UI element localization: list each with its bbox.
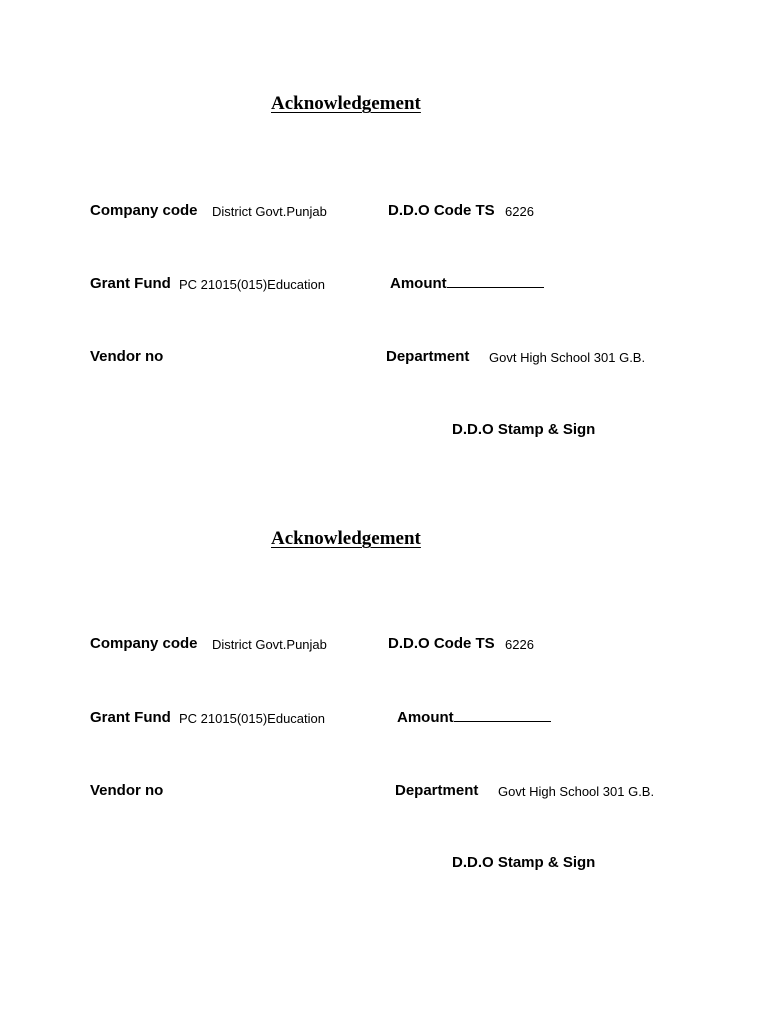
department-value: Govt High School 301 G.B. [489, 350, 646, 365]
form-title: Acknowledgement [271, 93, 421, 114]
ddo-stamp-sign-label: D.D.O Stamp & Sign [452, 854, 596, 871]
grant-fund-label: Grant Fund [90, 275, 171, 292]
company-code-value: District Govt.Punjab [212, 204, 327, 219]
ddo-code-value: 6226 [505, 204, 534, 219]
company-code-value: District Govt.Punjab [212, 637, 327, 652]
amount-label: Amount [397, 709, 454, 726]
vendor-no-label: Vendor no [90, 348, 164, 365]
department-label: Department [386, 348, 470, 365]
ddo-code-label: D.D.O Code TS [388, 202, 495, 219]
amount-field [397, 709, 551, 726]
vendor-no-label: Vendor no [90, 782, 164, 799]
amount-blank-line [447, 275, 544, 288]
ddo-code-label: D.D.O Code TS [388, 635, 495, 652]
ddo-code-value: 6226 [505, 637, 534, 652]
amount-label: Amount [390, 275, 447, 292]
department-label: Department [395, 782, 479, 799]
grant-fund-value: PC 21015(015)Education [179, 277, 325, 292]
amount-field [390, 275, 544, 292]
ddo-stamp-sign-label: D.D.O Stamp & Sign [452, 421, 596, 438]
amount-blank-line [454, 709, 551, 722]
grant-fund-value: PC 21015(015)Education [179, 711, 325, 726]
company-code-label: Company code [90, 635, 198, 652]
form-title: Acknowledgement [271, 528, 421, 549]
department-value: Govt High School 301 G.B. [498, 784, 655, 799]
company-code-label: Company code [90, 202, 198, 219]
grant-fund-label: Grant Fund [90, 709, 171, 726]
